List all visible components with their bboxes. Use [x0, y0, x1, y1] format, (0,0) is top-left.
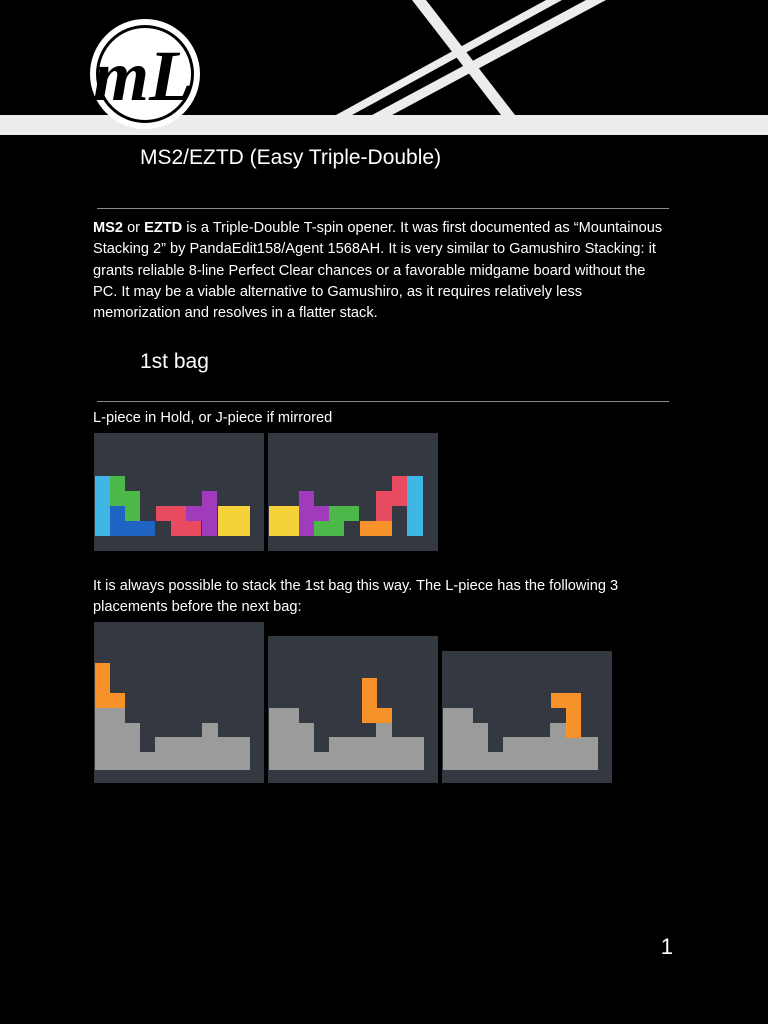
connector-text: or — [123, 220, 145, 236]
placement-board-3 — [442, 651, 612, 783]
garbage-stack — [269, 708, 424, 770]
intro-paragraph — [93, 218, 673, 324]
page-number: 1 — [660, 934, 673, 959]
board-mirrored — [268, 433, 438, 551]
i-piece — [407, 476, 423, 536]
page-title: MS2/EZTD (Easy Triple-Double) — [140, 146, 442, 169]
ml-logo — [86, 18, 204, 135]
svg-text:mL: mL — [93, 36, 193, 116]
i-piece — [95, 476, 110, 536]
intro-text: is a Triple-Double T-spin opener. It was first documented as “Mountainous Stacking 2” by PandaEdit158/Agent 1568AH. It is very similar to Gamushiro Stacking: it grants reliable 8-line Perfect Clear chances or a favorable midgame board without the PC. It may be a viable alternative to Gamushiro, as it requires relatively less memorization and resolves in a flatter stack. — [93, 220, 663, 322]
o-piece — [269, 506, 299, 536]
board-normal — [94, 433, 264, 551]
section-divider — [97, 401, 669, 402]
hold-caption: L-piece in Hold, or J-piece if mirrored — [93, 410, 333, 426]
placement-board-1 — [94, 622, 264, 783]
l-piece-placement — [362, 678, 392, 723]
term-ms2: MS2 — [93, 220, 124, 236]
z-piece — [376, 476, 407, 521]
garbage-stack — [95, 708, 250, 770]
section-heading-1st-bag: 1st bag — [140, 350, 209, 373]
placements-paragraph: It is always possible to stack the 1st bag this way. The L-piece has the following 3 placements before the next bag: — [93, 578, 619, 616]
title-divider — [97, 208, 669, 209]
l-piece-placement — [95, 663, 125, 708]
o-piece — [218, 506, 250, 536]
term-eztd: EZTD — [144, 220, 183, 236]
placement-board-2 — [268, 636, 438, 783]
